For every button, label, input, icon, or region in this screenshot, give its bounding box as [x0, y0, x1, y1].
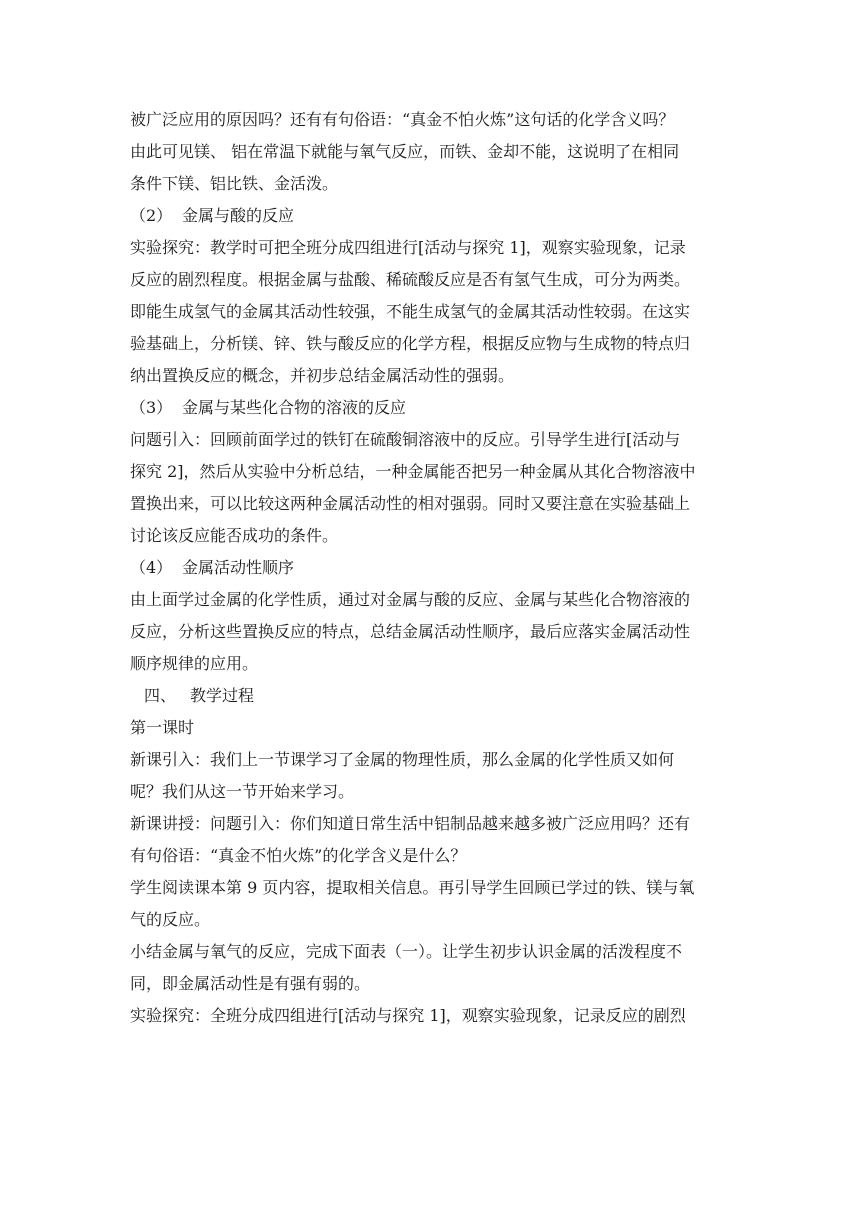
text-line: 条件下镁、铝比铁、金活泼。: [130, 174, 339, 193]
text-line: 反应的剧烈程度。根据金属与盐酸、稀硫酸反应是否有氢气生成，可分为两类。: [130, 270, 691, 289]
text-line: 被广泛应用的原因吗？还有有句俗语：“真金不怕火炼”这句话的化学含义吗？: [130, 110, 675, 129]
text-line: 验基础上，分析镁、锌、铁与酸反应的化学方程，根据反应物与生成物的特点归: [130, 334, 691, 353]
text-line: 由上面学过金属的化学性质，通过对金属与酸的反应、金属与某些化合物溶液的: [130, 590, 691, 609]
text-line: 问题引入：回顾前面学过的铁钉在硫酸铜溶液中的反应。引导学生进行[活动与: [130, 430, 681, 449]
text-line: 有句俗语：“真金不怕火炼”的化学含义是什么？: [130, 846, 467, 865]
text-line: 即能生成氢气的金属其活动性较强，不能生成氢气的金属其活动性较弱。在这实: [130, 302, 691, 321]
paragraph-textbook-reading: [130, 872, 740, 936]
heading-number: （3）: [130, 398, 173, 417]
text-line: 纳出置换反应的概念，并初步总结金属活动性的强弱。: [130, 366, 515, 385]
text-line: 气的反应。: [130, 910, 211, 929]
text-line: 由此可见镁、 铝在常温下就能与氧气反应，而铁、金却不能，这说明了在相同: [130, 142, 680, 161]
text-line: 讨论该反应能否成功的条件。: [130, 526, 339, 545]
text-line: 同，即金属活动性是有强有弱的。: [130, 974, 371, 993]
heading-number: （2）: [130, 206, 173, 225]
heading-text: 金属与某些化合物的溶液的反应: [182, 398, 407, 417]
paragraph-summary-table: [130, 936, 740, 1000]
text-line: 新课引入：我们上一节课学习了金属的物理性质，那么金属的化学性质又如何: [130, 750, 675, 769]
paragraph-lesson-teaching: [130, 808, 740, 872]
text-line: 第一课时: [130, 718, 195, 737]
section-heading-teaching-process: [130, 680, 740, 712]
text-line: 探究 2]，然后从实验中分析总结，一种金属能否把另一种金属从其化合物溶液中: [130, 462, 696, 481]
paragraph-activity-series: [130, 584, 740, 680]
paragraph-lesson-intro: [130, 744, 740, 808]
text-line: 实验探究：全班分成四组进行[活动与探究 1]，观察实验现象，记录反应的剧烈: [130, 1006, 686, 1025]
paragraph-experiment-groups: [130, 1000, 740, 1032]
heading-number: 四、: [144, 686, 177, 705]
document-body: [130, 104, 740, 1032]
text-line: 新课讲授：问题引入：你们知道日常生活中铝制品越来越多被广泛应用吗？还有: [130, 814, 691, 833]
heading-text: 教学过程: [190, 686, 255, 705]
text-line: 呢？我们从这一节开始来学习。: [130, 782, 355, 801]
paragraph-first-lesson: [130, 712, 740, 744]
text-line: 反应，分析这些置换反应的特点，总结金属活动性顺序，最后应落实金属活动性: [130, 622, 691, 641]
section-heading-metal-solution: [130, 392, 740, 424]
text-line: 学生阅读课本第 9 页内容，提取相关信息。再引导学生回顾已学过的铁、镁与氧: [130, 878, 695, 897]
paragraph-oxygen-reaction-summary: [130, 104, 740, 200]
heading-text: 金属与酸的反应: [182, 206, 295, 225]
heading-text: 金属活动性顺序: [182, 558, 295, 577]
section-heading-metal-acid: [130, 200, 740, 232]
section-heading-activity-series: [130, 552, 740, 584]
text-line: 置换出来，可以比较这两种金属活动性的相对强弱。同时又要注意在实验基础上: [130, 494, 691, 513]
text-line: 顺序规律的应用。: [130, 654, 259, 673]
heading-number: （4）: [130, 558, 173, 577]
text-line: 小结金属与氧气的反应，完成下面表（一）。让学生初步认识金属的活泼程度不: [130, 942, 683, 961]
paragraph-solution-reaction: [130, 424, 740, 552]
text-line: 实验探究：教学时可把全班分成四组进行[活动与探究 1]，观察实验现象，记录: [130, 238, 686, 257]
paragraph-acid-experiment: [130, 232, 740, 392]
